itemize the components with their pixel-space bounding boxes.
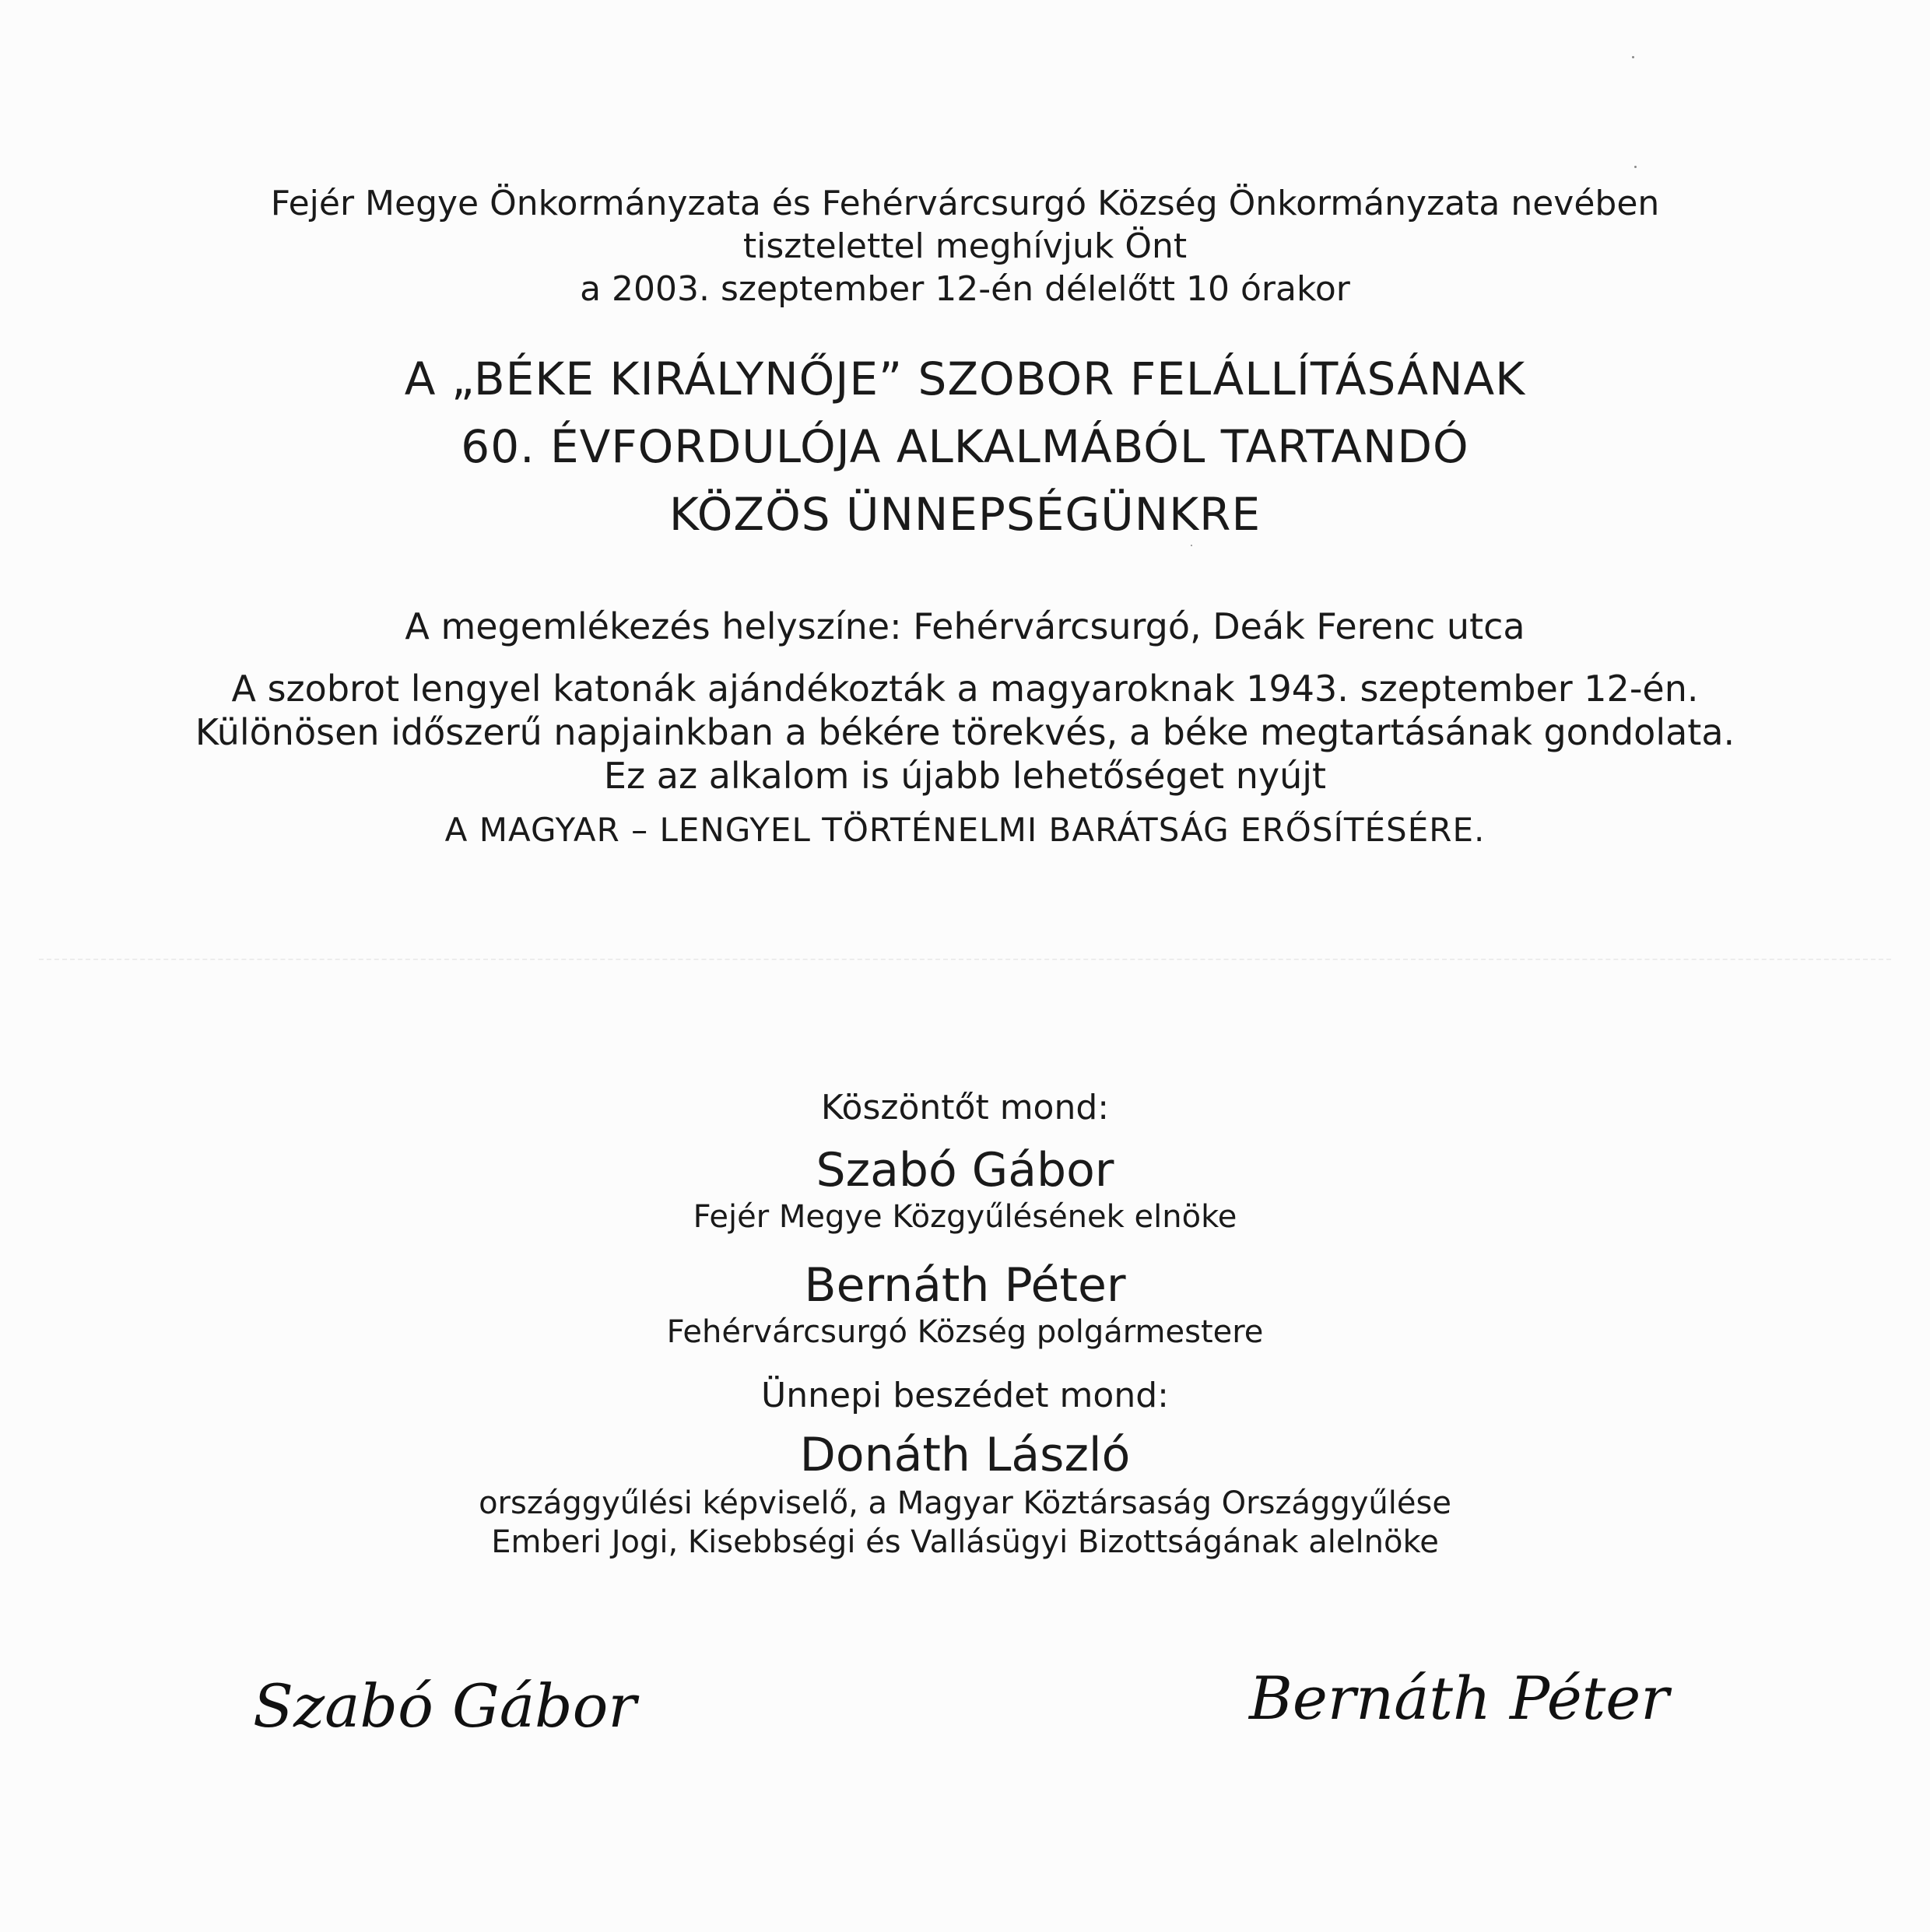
- speaker-2-role: Fehérvárcsurgó Község polgármestere: [666, 1314, 1264, 1350]
- paper-speck: [1634, 166, 1637, 168]
- greeting-label: Köszöntőt mond:: [820, 1088, 1110, 1127]
- speaker-3-role-line-1: országgyűlési képviselő, a Magyar Köztársaság Országgyűlése: [479, 1485, 1451, 1521]
- location-line: A megemlékezés helyszíne: Fehérvárcsurgó, Deák Ferenc utca: [405, 605, 1525, 647]
- signature-right: Bernáth Péter: [1249, 1664, 1669, 1733]
- body-line-3: Ez az alkalom is újabb lehetőséget nyújt: [603, 755, 1327, 797]
- intro-line-2: tisztelettel meghívjuk Önt: [742, 226, 1188, 266]
- body-line-2: Különösen időszerű napjainkban a békére törekvés, a béke megtartásának gondolata.: [195, 711, 1735, 753]
- body-line-1: A szobrot lengyel katonák ajándékozták a magyaroknak 1943. szeptember 12-én.: [231, 668, 1699, 710]
- speaker-1-role: Fejér Megye Közgyűlésének elnöke: [693, 1199, 1237, 1235]
- body-line-4: A MAGYAR – LENGYEL TÖRTÉNELMI BARÁTSÁG ERŐSÍTÉSÉRE.: [444, 811, 1486, 849]
- paper-speck: [1632, 56, 1634, 58]
- title-line-2: 60. ÉVFORDULÓJA ALKALMÁBÓL TARTANDÓ: [461, 420, 1469, 473]
- intro-line-3: a 2003. szeptember 12-én délelőtt 10 órakor: [580, 269, 1350, 309]
- speech-label: Ünnepi beszédet mond:: [761, 1376, 1169, 1415]
- intro-line-1: Fejér Megye Önkormányzata és Fehérvárcsurgó Község Önkormányzata nevében: [270, 184, 1660, 223]
- title-line-1: A „BÉKE KIRÁLYNŐJE” SZOBOR FELÁLLÍTÁSÁNAK: [404, 352, 1526, 405]
- signature-left: Szabó Gábor: [253, 1671, 637, 1741]
- speaker-1-name: Szabó Gábor: [816, 1143, 1114, 1197]
- speaker-3-role-line-2: Emberi Jogi, Kisebbségi és Vallásügyi Bizottságának alelnöke: [491, 1524, 1439, 1560]
- paper-speck: [1191, 545, 1192, 546]
- speaker-2-name: Bernáth Péter: [804, 1258, 1126, 1313]
- speaker-3-name: Donáth László: [799, 1428, 1131, 1482]
- title-line-3: KÖZÖS ÜNNEPSÉGÜNKRE: [668, 488, 1262, 541]
- fold-line: [39, 959, 1891, 960]
